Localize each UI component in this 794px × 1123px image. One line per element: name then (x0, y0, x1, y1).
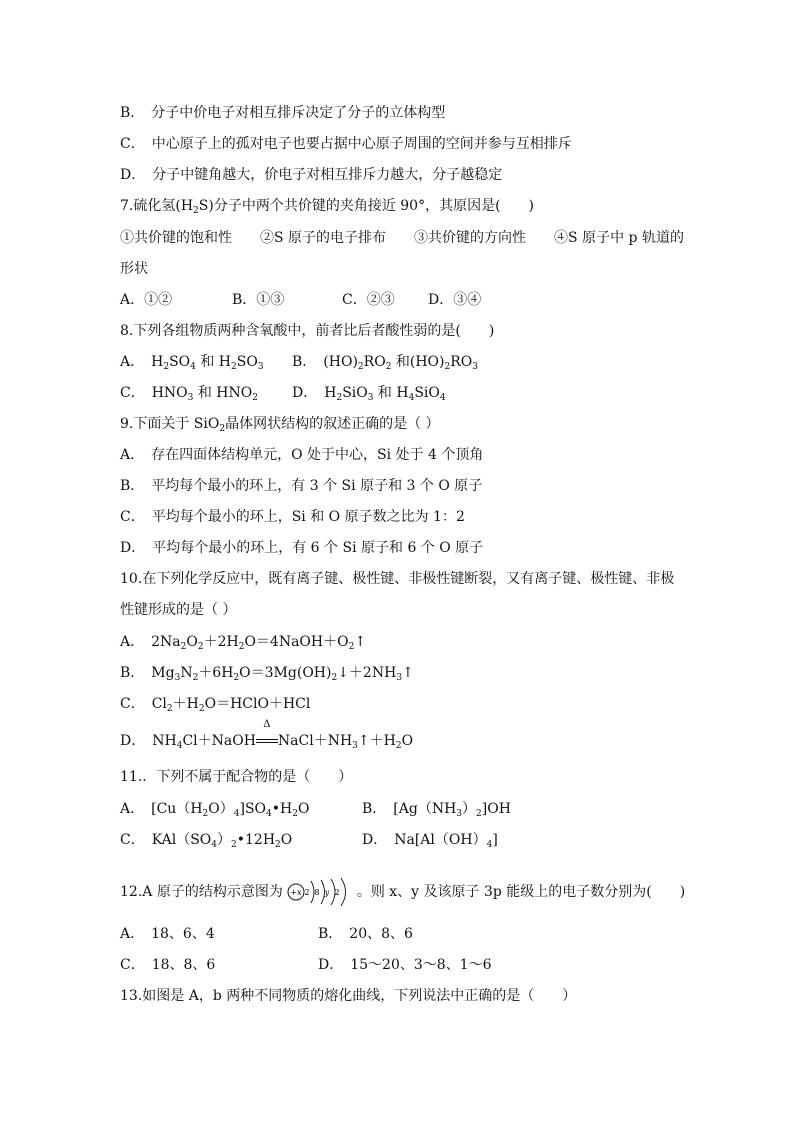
q7-stem: 7.硫化氢$(H_2S)$分子中两个共价键的夹角接近 90°，其原因是( ) (120, 198, 535, 216)
q7-option-b: B．①③ (232, 292, 285, 308)
atomic-structure-diagram (285, 877, 355, 907)
q11-stem: 11.．下列不属于配合物的是（ ） (120, 769, 353, 785)
q8-option-c: C． $HNO_3$ 和 $HNO_2$ (120, 385, 258, 403)
atom-shell-3: y (324, 888, 330, 897)
q10-stem-line1: 10.在下列化学反应中，既有离子键、极性键、非极性键断裂，又有离子键、极性键、非极 (120, 571, 675, 587)
q6-option-c: C． 中心原子上的孤对电子也要占据中心原子周围的空间并参与互相排斥 (120, 136, 572, 152)
q9-option-d: D． 平均每个最小的环上，有 6 个 Si 原子和 6 个 O 原子 (120, 540, 484, 556)
q12-option-b: B． 20、8、6 (318, 926, 413, 942)
heating-condition: Δ (256, 731, 278, 751)
q10-stem-line2: 性键形成的是（ ） (120, 602, 237, 618)
atom-shell-2: 8 (314, 888, 320, 897)
q9-option-b: B． 平均每个最小的环上，有 3 个 Si 原子和 3 个 O 原子 (120, 478, 483, 494)
q6-option-d: D． 分子中键角越大，价电子对相互排斥力越大，分子越稳定 (120, 167, 503, 183)
q9-option-c: C． 平均每个最小的环上，Si 和 O 原子数之比为 1：2 (120, 509, 465, 525)
q11-option-b: B． $[Ag(NH_3)_2]OH$ (362, 801, 511, 819)
q12-stem: 12.A 原子的结构示意图为 +x 2 8 y 2 。则 x、y 及该原子 3p 能级上的电子数分别为( ) (120, 877, 685, 907)
q8-option-d: D． $H_2SiO_3$ 和 $H_4SiO_4$ (292, 385, 446, 403)
q7-option-c: C．②③ (342, 292, 395, 308)
q7-statements-line1: ①共价键的饱和性 ②S 原子的电子排布 ③共价键的方向性 ④S 原子中 p 轨道的 (120, 230, 684, 246)
q9-stem: 9.下面关于 SiO$_2$晶体网状结构的叙述正确的是（ ） (120, 416, 440, 434)
q6-option-b: B． 分子中价电子对相互排斥决定了分子的立体构型 (120, 105, 446, 121)
atom-nucleus-label: +x (290, 888, 302, 897)
atom-shell-4: 2 (334, 888, 340, 897)
q12-option-a: A． 18、6、4 (120, 926, 215, 942)
q11-option-a: A． $[Cu(H_2O)_4]SO_4•H_2O$ (120, 801, 310, 819)
q8-option-a: A． $H_2SO_4$ 和 $H_2SO_3$ (120, 354, 264, 372)
q8-stem: 8.下列各组物质两种含氧酸中，前者比后者酸性弱的是( ) (120, 323, 495, 339)
atom-shell-1: 2 (304, 888, 310, 897)
q8-option-b: B． $(HO)_2RO_2$ 和$(HO)_2RO_3$ (292, 354, 478, 372)
q13-stem: 13.如图是 A，b 两种不同物质的熔化曲线，下列说法中正确的是（ ） (120, 988, 577, 1004)
q7-option-d: D．③④ (428, 292, 482, 308)
q10-option-c: C． $Cl_2+H_2O=HClO+HCl$ (120, 696, 311, 714)
q11-option-d: D． $Na[Al(OH)_4]$ (362, 832, 498, 850)
q10-option-a: A． $2Na_2O_2+2H_2O=4NaOH+O_2↑$ (120, 634, 367, 652)
q11-option-c: C． $KAl(SO_4)_2•12H_2O$ (120, 832, 293, 850)
q12-option-d: D． 15～20、3～8、1～6 (318, 957, 492, 973)
q10-option-b: B． $Mg_3N_2+6H_2O=3Mg(OH)_2↓+2NH_3↑$ (120, 665, 414, 683)
q10-option-d: D． $NH_4Cl+NaOH$ Δ $NaCl+NH_3↑+H_2O$ (120, 719, 414, 751)
q12-option-c: C． 18、8、6 (120, 957, 216, 973)
q9-option-a: A． 存在四面体结构单元，O 处于中心，Si 处于 4 个顶角 (120, 447, 484, 463)
q7-statements-line2: 形状 (120, 261, 148, 277)
q7-option-a: A．①② (120, 292, 173, 308)
